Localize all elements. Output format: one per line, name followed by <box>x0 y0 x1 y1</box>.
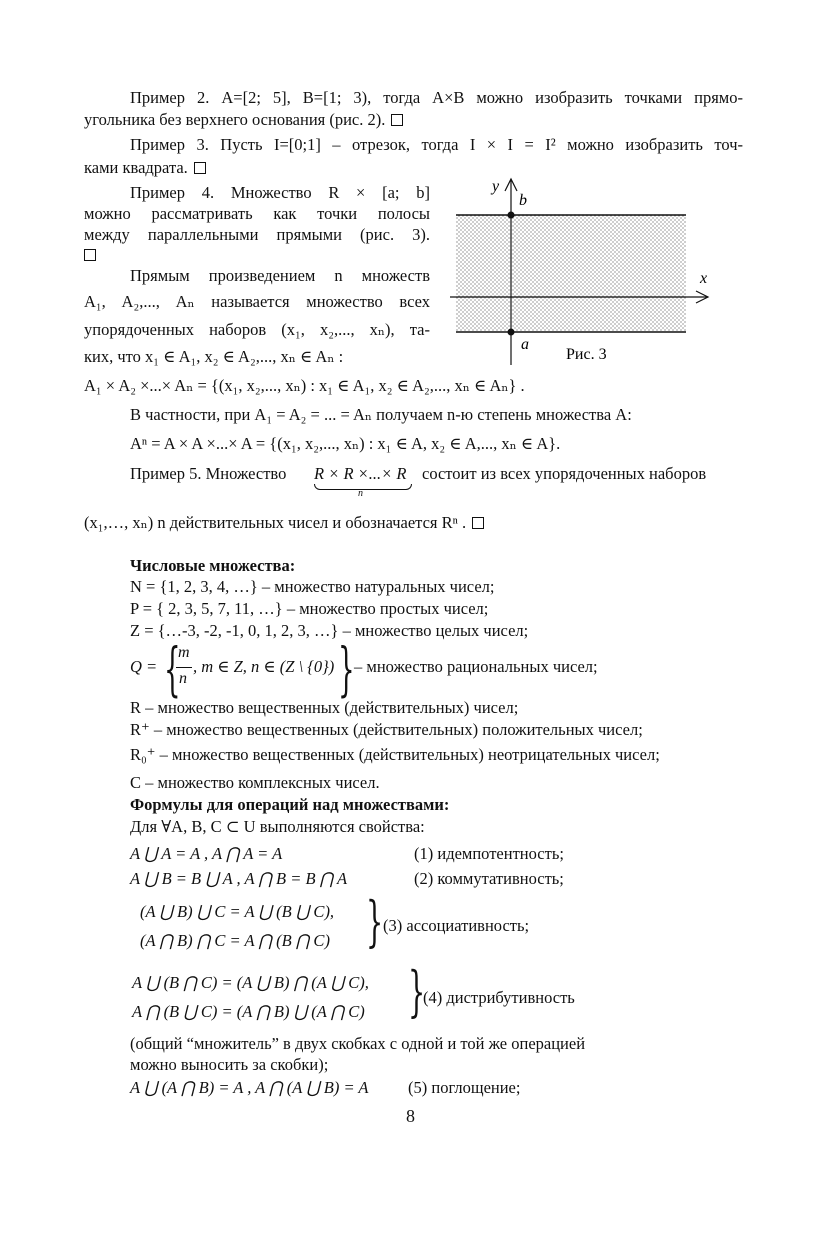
end-of-proof-box <box>194 162 206 174</box>
formula-3a: (A ⋃ B) ⋃ C = A ⋃ (B ⋃ C), <box>140 902 335 921</box>
formula-2-name: (2) коммутативность; <box>414 869 564 888</box>
formula-3-name: (3) ассоциативность; <box>383 916 530 935</box>
fraction-bar <box>176 667 192 668</box>
example-3-line-1: Пример 3. Пусть I=[0;1] – отрезок, тогда I × I = I² можно изобразить точ- <box>130 135 743 154</box>
formula-5: A ⋃ (A ⋂ B) = A , A ⋂ (A ⋃ B) = A <box>130 1078 369 1097</box>
set-Q-close-brace: } <box>338 635 355 703</box>
example-4-line-3: между параллельными прямыми (рис. 3). <box>84 225 430 244</box>
formulas-heading: Формулы для операций над множествами: <box>130 795 450 814</box>
formula-2: A ⋃ B = B ⋃ A , A ⋂ B = B ⋂ A <box>130 869 348 888</box>
formulas-intro: Для ∀A, B, C ⊂ U выполняются свойства: <box>130 817 425 836</box>
label-a: a <box>521 336 529 353</box>
figure-3-strip <box>446 175 726 365</box>
set-R: R – множество вещественных (действительных) чисел; <box>130 698 519 717</box>
label-b: b <box>519 192 527 209</box>
end-of-proof-box <box>84 249 96 261</box>
definition-line-4: ких, что x₁ ∈ A₁, x₂ ∈ A₂,..., xₙ ∈ Aₙ : <box>84 347 344 366</box>
set-R0-plus: R₀⁺ – множество вещественных (действительных) неотрицательных чисел; <box>130 745 660 764</box>
formula-4b: A ⋂ (B ⋃ C) = (A ⋂ B) ⋃ (A ⋂ C) <box>132 1002 365 1021</box>
set-Q-numerator: m <box>178 644 190 661</box>
set-Z: Z = {…-3, -2, -1, 0, 1, 2, 3, …} – множество целых чисел; <box>130 621 529 640</box>
underbrace <box>314 484 412 490</box>
definition-line-2: A₁, A₂,..., Aₙ называется множество всех <box>84 292 430 311</box>
formula-3b: (A ⋂ B) ⋂ C = A ⋂ (B ⋂ C) <box>140 931 330 950</box>
point-b <box>508 212 515 219</box>
set-R-plus: R⁺ – множество вещественных (действительных) положительных чисел; <box>130 720 643 739</box>
example-2-line-1: Пример 2. A=[2; 5], B=[1; 3), тогда A×B можно изобразить точками прямо- <box>130 88 743 107</box>
formula-4-name: (4) дистрибутивность <box>423 988 575 1007</box>
set-N: N = {1, 2, 3, 4, …} – множество натуральных чисел; <box>130 577 495 596</box>
set-Q-open-brace: { <box>164 635 181 703</box>
numeric-sets-heading: Числовые множества: <box>130 556 296 575</box>
end-of-proof-box <box>391 114 403 126</box>
definition-line-3: упорядоченных наборов (x₁, x₂,..., xₙ), та- <box>84 320 430 339</box>
page-number: 8 <box>406 1106 415 1126</box>
example-5-prefix: Пример 5. Множество <box>130 464 287 483</box>
point-a <box>508 329 515 336</box>
set-C: C – множество комплексных чисел. <box>130 773 380 792</box>
formula-1-name: (1) идемпотентность; <box>414 844 564 863</box>
label-x: x <box>700 270 708 287</box>
brace-4-icon: } <box>408 960 426 1023</box>
example-5-suffix: состоит из всех упорядоченных наборов <box>422 464 707 483</box>
formula-1: A ⋃ A = A , A ⋂ A = A <box>130 844 283 863</box>
set-P: P = { 2, 3, 5, 7, 11, …} – множество простых чисел; <box>130 599 489 618</box>
set-Q-left: Q = <box>130 657 158 676</box>
example-5-line-2: (x₁,…, xₙ) n действительных чисел и обозначается Rⁿ . <box>84 513 484 533</box>
example-4-line-2: можно рассматривать как точки полосы <box>84 204 430 223</box>
figure-caption: Рис. 3 <box>566 346 607 363</box>
power-formula: Aⁿ = A × A ×...× A = {(x₁, x₂,..., xₙ) : x₁ ∈ A, x₂ ∈ A,..., xₙ ∈ A}. <box>130 434 561 453</box>
note-line-2: можно выносить за скобки); <box>130 1055 329 1074</box>
set-Q-denominator: n <box>179 670 187 687</box>
shaded-strip <box>456 215 686 332</box>
definition-formula: A₁ × A₂ ×...× Aₙ = {(x₁, x₂,..., xₙ) : x₁ ∈ A₁, x₂ ∈ A₂,..., xₙ ∈ Aₙ} . <box>84 376 525 395</box>
end-of-proof-box <box>472 517 484 529</box>
formula-4a: A ⋃ (B ⋂ C) = (A ⋃ B) ⋂ (A ⋃ C), <box>132 973 369 992</box>
brace-3-icon: } <box>366 890 384 953</box>
formula-5-name: (5) поглощение; <box>408 1078 521 1097</box>
example-4-line-1: Пример 4. Множество R × [a; b] <box>130 183 430 202</box>
example-2-line-2: угольника без верхнего основания (рис. 2). <box>84 110 403 130</box>
example-5-product: R × R ×...× R <box>314 464 407 483</box>
definition-line-1: Прямым произведением n множеств <box>130 266 430 285</box>
underbrace-label: n <box>358 488 363 499</box>
example-3-line-2: ками квадрата. <box>84 158 206 178</box>
set-Q-description: – множество рациональных чисел; <box>354 657 598 676</box>
power-line: В частности, при A₁ = A₂ = ... = Aₙ получаем n-ю степень множества A: <box>130 405 632 424</box>
example-4-end <box>84 245 96 265</box>
note-line-1: (общий “множитель” в двух скобках с одной и той же операцией <box>130 1034 586 1053</box>
set-Q-condition: , m ∈ Z, n ∈ (Z \ {0}) <box>193 657 335 676</box>
label-y: y <box>492 178 500 195</box>
